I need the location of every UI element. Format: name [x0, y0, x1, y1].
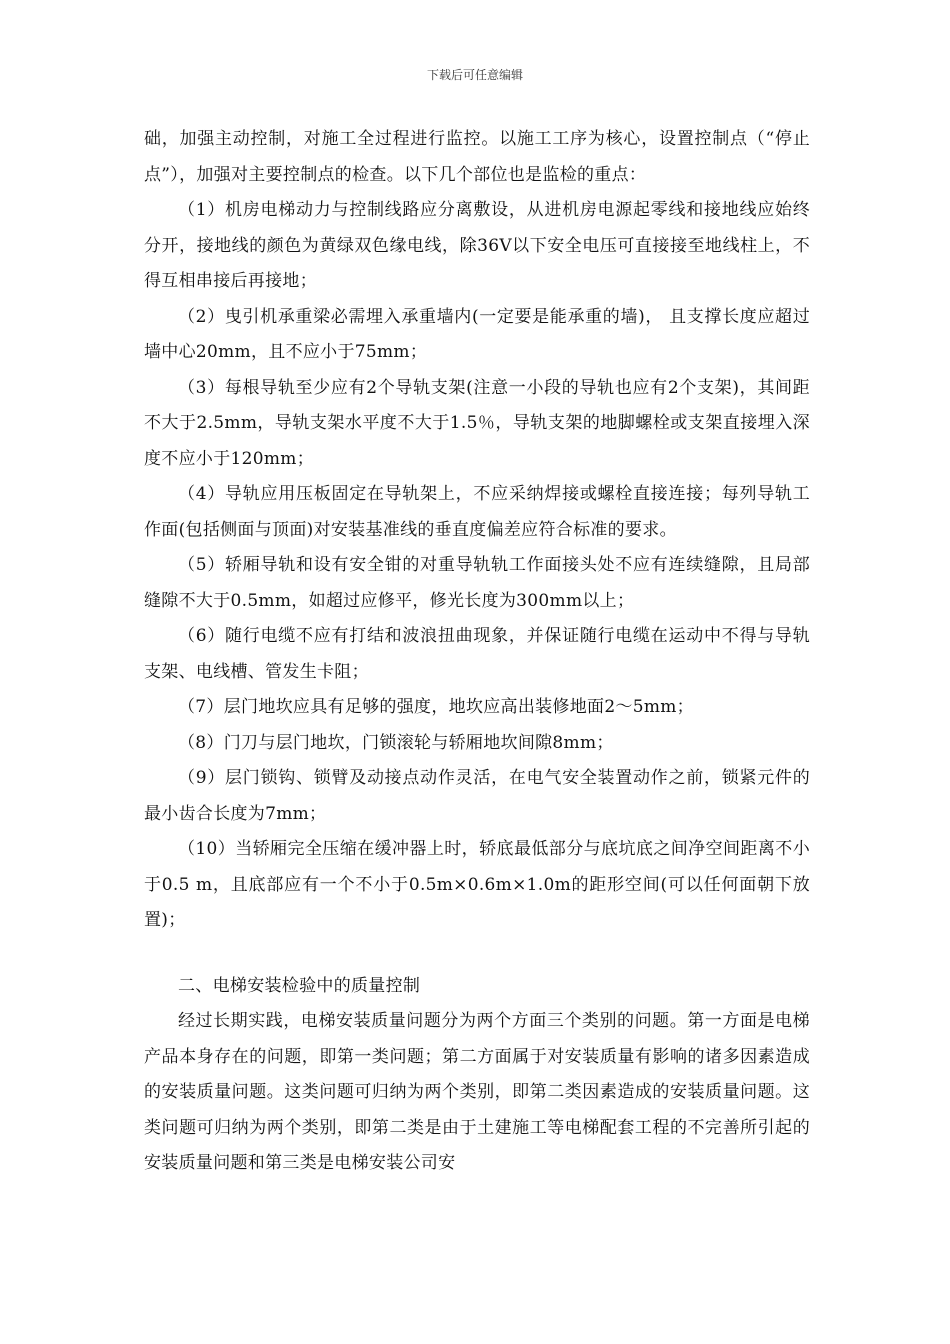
page-header: 下载后可任意编辑	[426, 68, 523, 82]
list-item-10: （10）当轿厢完全压缩在缓冲器上时，轿底最低部分与底坑底之间净空间距离不小于0.5 m，且底部应有一个不小于0.5m×0.6m×1.0m的距形空间(可以任何面朝下放置)；	[144, 839, 810, 930]
list-item-9: （9）层门锁钩、锁臂及动接点动作灵活，在电气安全装置动作之前，锁紧元件的最小齿合长度为7mm；	[144, 768, 810, 824]
document-body	[144, 122, 810, 1182]
list-item-8: （8）门刀与层门地坎，门锁滚轮与轿厢地坎间隙8mm；	[178, 732, 614, 753]
list-item-5: （5）轿厢导轨和设有安全钳的对重导轨轨工作面接头处不应有连续缝隙，且局部缝隙不大于0.5mm，如超过应修平，修光长度为300mm以上；	[144, 555, 810, 611]
list-item-7: （7）层门地坎应具有足够的强度，地坎应高出装修地面2～5mm；	[178, 697, 694, 717]
list-item-1: （1）机房电梯动力与控制线路应分离敷设，从进机房电源起零线和接地线应始终分开，接地线的颜色为黄绿双色缘电线，除36V以下安全电压可直接接至地线柱上，不得互相串接后再接地；	[144, 200, 810, 291]
list-item-2: （2）曳引机承重梁必需埋入承重墙内(一定要是能承重的墙)， 且支撑长度应超过墙中心20mm，且不应小于75mm；	[144, 306, 810, 362]
body-paragraph: 经过长期实践，电梯安装质量问题分为两个方面三个类别的问题。第一方面是电梯产品本身存在的问题，即第一类问题；第二方面属于对安装质量有影响的诸多因素造成的安装质量问题。这类问题可归纳为两个类别，即第二类因素造成的安装质量问题。这类问题可归纳为两个类别，即第二类是由于土建施工等电梯配套工程的不完善所引起的安装质量问题和第三类是电梯安装公司安	[144, 1011, 810, 1173]
paragraph-continuation: 础，加强主动控制，对施工全过程进行监控。以施工工序为核心，设置控制点（“停止点”），加强对主要控制点的检查。以下几个部位也是监检的重点：	[144, 129, 810, 185]
list-item-4: （4）导轨应用压板固定在导轨架上，不应采纳焊接或螺栓直接连接；每列导轨工作面(包括侧面与顶面)对安装基准线的垂直度偏差应符合标准的要求。	[144, 484, 810, 540]
list-item-3: （3）每根导轨至少应有2个导轨支架(注意一小段的导轨也应有2个支架)，其间距不大于2.5mm，导轨支架水平度不大于1.5％，导轨支架的地脚螺栓或支架直接埋入深度不应小于120mm；	[144, 377, 810, 469]
list-item-6: （6）随行电缆不应有打结和波浪扭曲现象，并保证随行电缆在运动中不得与导轨支架、电线槽、管发生卡阻；	[144, 626, 810, 682]
section-heading: 二、电梯安装检验中的质量控制	[178, 975, 421, 996]
